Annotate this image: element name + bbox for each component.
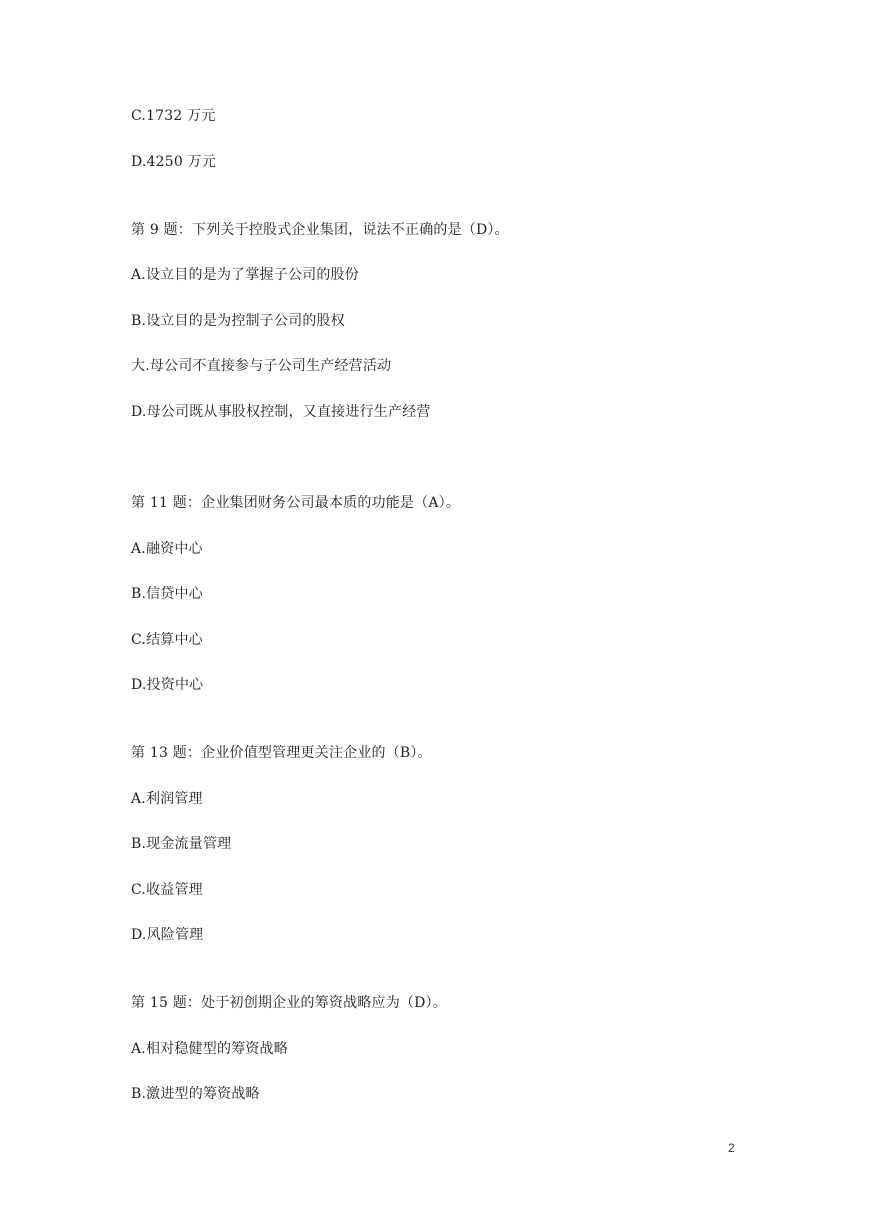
question-15: 第 15 题：处于初创期企业的筹资战略应为（D）。 xyxy=(131,995,447,1011)
question-13: 第 13 题：企业价值型管理更关注企业的（B）。 xyxy=(131,745,432,761)
option-a-q9: A.设立目的是为了掌握子公司的股份 xyxy=(131,267,359,283)
option-c-q13: C.收益管理 xyxy=(131,882,203,898)
option-b-q11: B.信贷中心 xyxy=(131,586,203,602)
option-a-q11: A.融资中心 xyxy=(131,541,203,557)
option-d-q11: D.投资中心 xyxy=(131,677,204,693)
page-number: 2 xyxy=(728,1141,735,1155)
option-a-q15: A.相对稳健型的筹资战略 xyxy=(131,1041,288,1057)
option-c-q9: 大.母公司不直接参与子公司生产经营活动 xyxy=(131,358,392,374)
question-11: 第 11 题：企业集团财务公司最本质的功能是（A）。 xyxy=(131,495,461,511)
question-9: 第 9 题：下列关于控股式企业集团，说法不正确的是（D）。 xyxy=(131,222,509,238)
option-c-q8: C.1732 万元 xyxy=(131,108,216,124)
option-c-q11: C.结算中心 xyxy=(131,632,203,648)
option-a-q13: A.利润管理 xyxy=(131,791,203,807)
option-d-q8: D.4250 万元 xyxy=(131,154,217,170)
option-b-q9: B.设立目的是为控制子公司的股权 xyxy=(131,313,345,329)
option-d-q9: D.母公司既从事股权控制，又直接进行生产经营 xyxy=(131,404,431,420)
option-d-q13: D.风险管理 xyxy=(131,927,204,943)
option-b-q15: B.激进型的筹资战略 xyxy=(131,1086,260,1102)
option-b-q13: B.现金流量管理 xyxy=(131,836,232,852)
